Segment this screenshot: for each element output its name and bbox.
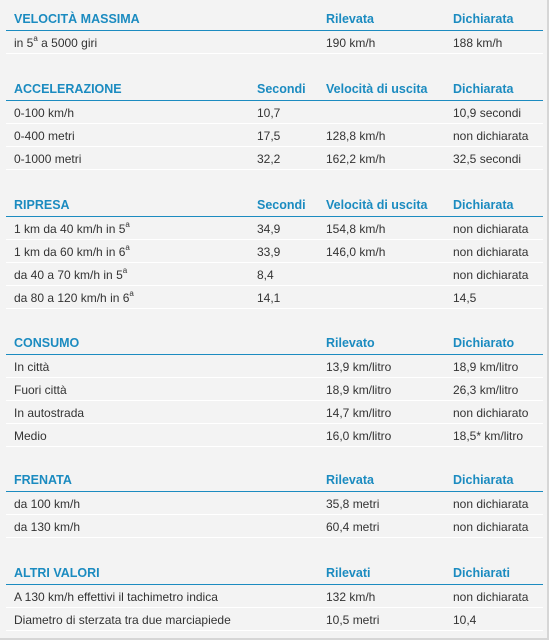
row-measured: 35,8 metri [326,497,380,511]
row-declared: non dichiarata [453,590,529,604]
row-declared: 18,9 km/litro [453,360,519,374]
section-header [6,332,543,355]
row-declared: 14,5 [453,291,477,305]
section-ripresa [6,194,543,309]
table-row [6,424,543,447]
row-seconds: 10,7 [257,106,281,120]
column-header-rilevato: Rilevato [326,336,375,350]
table-row [6,515,543,538]
table-row [6,286,543,309]
row-label: A 130 km/h effettivi il tachimetro indica [14,590,218,604]
row-label: 0-100 km/h [14,106,75,120]
column-header-velocita-uscita: Velocità di uscita [326,198,428,212]
table-row [6,263,543,286]
row-seconds: 17,5 [257,129,281,143]
row-declared: 10,4 [453,613,477,627]
row-declared: 18,5* km/litro [453,429,524,443]
table-row [6,147,543,170]
row-measured: 10,5 metri [326,613,380,627]
row-seconds: 14,1 [257,291,281,305]
row-declared: non dichiarata [453,268,529,282]
table-row [6,401,543,424]
table-row [6,492,543,515]
table-row [6,217,543,240]
row-measured: 14,7 km/litro [326,406,392,420]
table-row [6,240,543,263]
row-measured: 13,9 km/litro [326,360,392,374]
section-title: FRENATA [14,473,72,487]
section-header [6,562,543,585]
row-label: 1 km da 40 km/h in 5$^a$ [14,220,130,236]
table-row [6,608,543,631]
section-header [6,78,543,101]
section-consumo [6,332,543,447]
section-frenata [6,469,543,538]
row-measured: 16,0 km/litro [326,429,392,443]
section-title: VELOCITÀ MASSIMA [14,12,140,26]
row-measured: 132 km/h [326,590,376,604]
column-header-rilevati: Rilevati [326,566,371,580]
table-row [6,378,543,401]
column-header-dichiarati: Dichiarati [453,566,510,580]
column-header-rilevata: Rilevata [326,473,374,487]
row-declared: non dichiarata [453,497,529,511]
row-declared: non dichiarata [453,129,529,143]
row-seconds: 34,9 [257,222,281,236]
row-label: Diametro di sterzata tra due marciapiede [14,613,231,627]
section-title: RIPRESA [14,198,70,212]
column-header-dichiarata: Dichiarata [453,473,514,487]
section-velocita-massima [6,8,543,54]
row-seconds: 33,9 [257,245,281,259]
row-measured: 18,9 km/litro [326,383,392,397]
table-row [6,101,543,124]
row-seconds: 8,4 [257,268,274,282]
column-header-secondi: Secondi [257,82,306,96]
column-header-dichiarata: Dichiarata [453,198,514,212]
row-declared: non dichiarato [453,406,529,420]
row-measured: 190 km/h [326,36,376,50]
section-header [6,469,543,492]
row-declared: 32,5 secondi [453,152,522,166]
row-label: In città [14,360,50,374]
row-label: 0-1000 metri [14,152,82,166]
section-header [6,194,543,217]
row-label: da 130 km/h [14,520,81,534]
table-row [6,31,543,54]
row-exit-speed: 162,2 km/h [326,152,386,166]
row-exit-speed: 128,8 km/h [326,129,386,143]
row-measured: 60,4 metri [326,520,380,534]
section-altri-valori [6,562,543,631]
row-declared: 188 km/h [453,36,503,50]
table-row [6,355,543,378]
section-title: ALTRI VALORI [14,566,100,580]
row-label: da 40 a 70 km/h in 5$^a$ [14,266,128,282]
row-seconds: 32,2 [257,152,281,166]
section-title: CONSUMO [14,336,80,350]
column-header-dichiarato: Dichiarato [453,336,515,350]
section-title: ACCELERAZIONE [14,82,122,96]
table-row [6,124,543,147]
section-accelerazione [6,78,543,170]
row-declared: 26,3 km/litro [453,383,519,397]
row-exit-speed: 146,0 km/h [326,245,386,259]
table-row [6,585,543,608]
column-header-dichiarata: Dichiarata [453,82,514,96]
column-header-secondi: Secondi [257,198,306,212]
row-label: 0-400 metri [14,129,75,143]
row-label: in 5$^a$ a 5000 giri [14,34,98,50]
row-declared: non dichiarata [453,520,529,534]
row-label: In autostrada [14,406,85,420]
row-declared: non dichiarata [453,245,529,259]
row-label: Fuori città [14,383,67,397]
row-label: 1 km da 60 km/h in 6$^a$ [14,243,130,259]
row-declared: 10,9 secondi [453,106,522,120]
row-label: da 100 km/h [14,497,81,511]
row-label: Medio [14,429,47,443]
section-header [6,8,543,31]
column-header-dichiarata: Dichiarata [453,12,514,26]
row-label: da 80 a 120 km/h in 6$^a$ [14,289,134,305]
column-header-velocita-uscita: Velocità di uscita [326,82,428,96]
column-header-rilevata: Rilevata [326,12,374,26]
row-declared: non dichiarata [453,222,529,236]
row-exit-speed: 154,8 km/h [326,222,386,236]
